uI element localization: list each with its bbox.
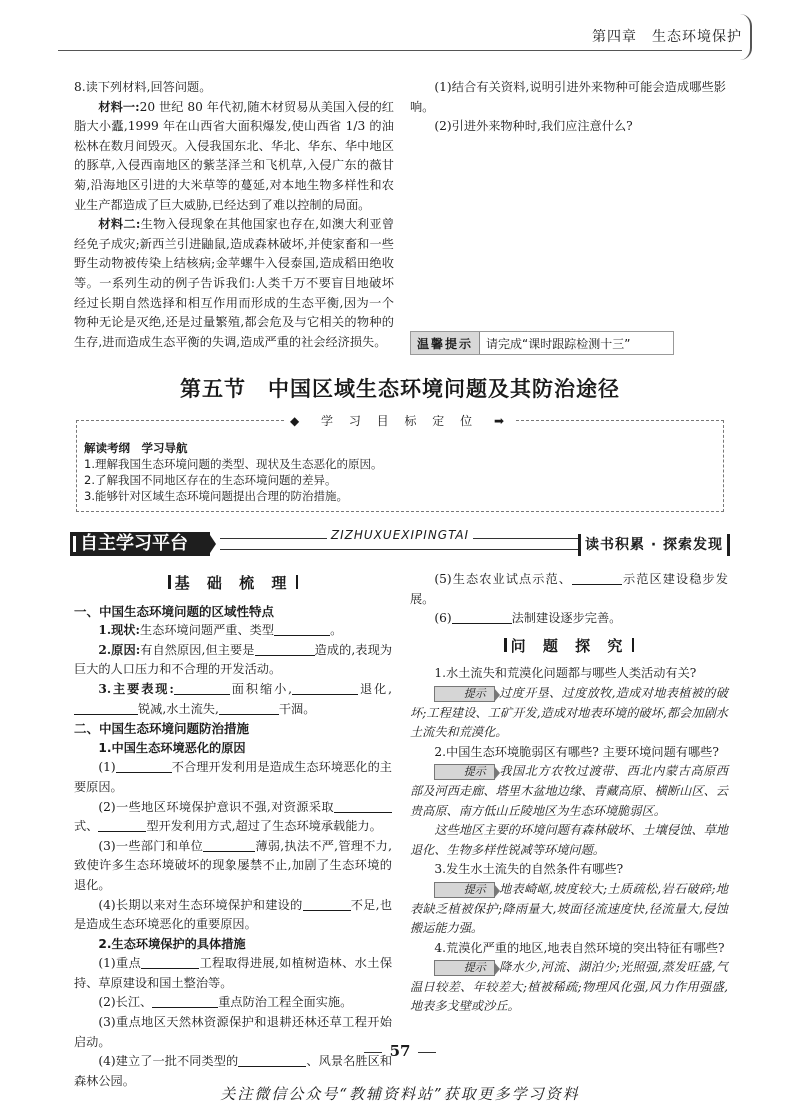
cause-item-3-a: (3)一些部门和单位 [98, 838, 204, 853]
hint-tag: 提示 [434, 960, 494, 976]
material-one-text: 20 世纪 80 年代初,随木材贸易从美国入侵的红脂大小蠹,1999 年在山西省大面积爆发,使山西省 1/3 的油松林在数月间毁灭。入侵我国东北、华北、华东、华中地区的豚草,入侵西南地区的紫茎泽兰和飞机草,入侵广东的薇甘菊,沿海地区引进的大米草等的蔓延,对本地生物多样性和农业生产都造成了巨大威胁,已经达到了难以控制的局面。 [74, 99, 394, 212]
material-one [74, 98, 394, 216]
explore-question: 2.中国生态环境脆弱区有哪些? 主要环境问题有哪些? [434, 744, 719, 759]
basics-cause [74, 641, 392, 680]
basics-status: 1.现状:生态环境问题严重、类型 。 [98, 623, 343, 638]
cause-text-b: 造成的,表现为巨大的人口压力和不合理的开发活动。 [74, 642, 393, 677]
hint-tag: 提示 [434, 686, 494, 702]
explore-heading-text: 问 题 探 究 [510, 636, 629, 655]
question8-sub2: (2)引进外来物种时,我们应注意什么? [434, 119, 633, 134]
banner-tagline: 读书积累 · 探索发现 [578, 534, 730, 556]
cause-item-1-a: (1) [98, 760, 116, 775]
cause-item-4 [74, 896, 392, 935]
basics-column [74, 570, 392, 1091]
explore-heading [410, 637, 728, 657]
objectives-label: ◆ 学 习 目 标 定 位 ➡ [0, 412, 800, 429]
cause-item-2 [74, 798, 392, 837]
explore-answer-extra: 这些地区主要的环境问题有森林破坏、土壤侵蚀、草地退化、生物多样性锐减等环境问题。 [410, 823, 728, 857]
measure-item-6-a: (6) [434, 611, 452, 626]
measure-item-5 [410, 570, 728, 609]
basics-part-two: 二、中国生态环境问题防治措施 [74, 721, 250, 737]
cause-item-3 [74, 837, 392, 896]
explore-question: 4.荒漠化严重的地区,地表自然环境的突出特征有哪些? [434, 940, 725, 955]
basics-heading [74, 574, 392, 594]
reminder-text: 请完成“课时跟踪检测十三” [486, 336, 631, 351]
banner-pinyin-text: ZIZHUXUEXIPINGTAI [327, 528, 473, 542]
question8-questions [410, 78, 726, 137]
explore-question: 1.水土流失和荒漠化问题都与哪些人类活动有关? [434, 666, 697, 681]
basics-part-one: 一、中国生态环境问题的区域性特点 [74, 603, 275, 619]
explore-answer-text: 地表崎岖,坡度较大;土质疏松,岩石破碎;地表缺乏植被保护;降雨量大,坡面径流速度快,径流量大,侵蚀搬运能力强。 [410, 881, 728, 936]
page-number-text: 57 [389, 1042, 411, 1060]
cause-item-2-c: 型开发利用方式,超过了生态环境承载能力。 [146, 819, 382, 834]
page-number [0, 1042, 800, 1060]
material-two [74, 215, 394, 352]
banner-title: 自主学习平台 [70, 532, 210, 556]
measure-item-2 [74, 993, 392, 1013]
self-study-banner [70, 528, 730, 560]
explore-column [410, 570, 728, 1017]
explore-answer-text: 降水少,河流、湖泊少;光照强,蒸发旺盛,气温日较差、年较差大;植被稀疏;物理风化强,风力作用强盛,地表多戈壁或沙丘。 [410, 960, 728, 1014]
hint-tag: 提示 [434, 764, 494, 780]
measure-item-1-a: (1)重点 [98, 956, 142, 971]
basics-manifest [74, 680, 392, 719]
goal-item: 1.理解我国生态环境问题的类型、现状及生态恶化的原因。 [84, 457, 383, 471]
basics-heading-text: 基 础 梳 理 [174, 574, 293, 592]
reminder-box [410, 331, 674, 355]
status-text: 生态环境问题严重、类型 [140, 623, 275, 638]
measure-item-4-b: 、风景名胜区和森林公园。 [74, 1054, 393, 1088]
material-one-label: 材料一: [98, 99, 140, 114]
measure-item-2-b: 重点防治工程全面实施。 [218, 995, 353, 1010]
banner-pinyin [220, 528, 580, 542]
question8-title: 8.读下列材料,回答问题。 [74, 80, 212, 94]
material-two-text: 生物入侵现象在其他国家也存在,如澳大利亚曾经免子成灾;新西兰引进鼬鼠,造成森林破坏,并使家畜和一些野生动物被传染上结核病;金苹螺牛入侵泰国,造成稻田绝收等。一系列生动的例子告诉我们:人类千万不要盲目地破坏经过长期自然选择和相互作用而形成的生态平衡,因为一个物种无论是灭绝,还是过量繁殖,都会危及与它相关的物种的生存,进而造成生态平衡的失调,造成严重的社会经济损失。 [74, 217, 395, 349]
measure-item-1-b: 工程取得进展,如植树造林、水土保持、草原建设和国土整治等。 [74, 956, 393, 990]
measure-item-2-a: (2)长江、 [98, 995, 153, 1010]
manifest-label: 3.主要表现: [98, 681, 174, 696]
measure-item-4-a: (4)建立了一批不同类型的 [98, 1054, 239, 1069]
manifest-text-a: 面积缩小, [229, 681, 293, 696]
basics-topic-1: 1.中国生态环境恶化的原因 [98, 740, 246, 755]
explore-answer [410, 958, 728, 1017]
measure-item-3: (3)重点地区天然林资源保护和退耕还林还草工程开始启动。 [74, 1015, 392, 1049]
goal-item: 3.能够针对区域生态环境问题提出合理的防治措施。 [84, 489, 348, 503]
cause-item-1 [74, 758, 392, 797]
objectives-content [84, 440, 714, 504]
reminder-tag: 温馨提示 [411, 332, 480, 354]
cause-item-4-a: (4)长期以来对生态环境保护和建设的 [98, 897, 303, 912]
hint-tag: 提示 [434, 882, 494, 898]
question8-sub1: (1)结合有关资料,说明引进外来物种可能会造成哪些影响。 [410, 80, 726, 114]
explore-answer [410, 762, 728, 821]
chapter-header: 第四章 生态环境保护 [592, 29, 742, 45]
explore-answer-text: 过度开垦、过度放牧,造成对地表植被的破坏;工程建设、工矿开发,造成对地表环境的破坏,都会加剧水土流失和荒漠化。 [410, 685, 728, 740]
measure-item-5-a: (5)生态农业试点示范、 [434, 572, 572, 586]
explore-answer [410, 684, 728, 743]
status-label: 1.现状: [98, 623, 140, 638]
measure-item-1 [74, 954, 392, 993]
cause-item-3-b: 薄弱,执法不严,管理不力,致使许多生态环境破坏的现象屡禁不止,加剧了生态环境的退化。 [74, 838, 392, 892]
manifest-text-b: 退化, [358, 681, 393, 696]
goal-item: 2.了解我国不同地区存在的生态环境问题的差异。 [84, 473, 337, 487]
section-title: 第五节 中国区域生态环境问题及其防治途径 [180, 377, 620, 401]
footer-note: 关注微信公众号“教辅资料站”获取更多学习资料 [220, 1085, 580, 1103]
objectives-label-text: 学 习 目 标 定 位 [315, 414, 484, 428]
cause-text-a: 有自然原因,但主要是 [140, 642, 255, 657]
manifest-text-d: 干涸。 [278, 701, 316, 716]
explore-answer [410, 880, 728, 939]
guide-label: 解读考纲 学习导航 [84, 441, 188, 455]
cause-item-1-b: 不合理开发利用是造成生态环境恶化的主要原因。 [74, 760, 392, 794]
measure-item-6 [410, 609, 728, 629]
basics-topic-2: 2.生态环境保护的具体措施 [98, 936, 246, 951]
explore-answer-text: 我国北方农牧过渡带、西北内蒙古高原西部及河西走廊、塔里木盆地边缘、青藏高原、横断山区、云贵高原、南方低山丘陵地区为生态环境脆弱区。 [410, 764, 728, 818]
manifest-text-c: 锐减,水土流失, [138, 701, 219, 716]
cause-item-2-a: (2)一些地区环境保护意识不强,对资源采取 [98, 799, 334, 814]
explore-question: 3.发生水土流失的自然条件有哪些? [434, 862, 624, 877]
cause-label: 2.原因: [98, 642, 141, 657]
header-bracket [740, 14, 752, 60]
measure-item-6-b: 法制建设逐步完善。 [511, 611, 622, 626]
question8-material [74, 78, 394, 352]
banner-arrow [208, 532, 216, 556]
header-divider [58, 50, 742, 51]
cause-item-4-b: 不足,也是造成生态环境恶化的重要原因。 [74, 897, 393, 932]
cause-item-2-b: 式、 [74, 819, 99, 834]
measure-item-5-b: 示范区建设稳步发展。 [410, 572, 728, 606]
material-two-label: 材料二: [98, 217, 141, 232]
